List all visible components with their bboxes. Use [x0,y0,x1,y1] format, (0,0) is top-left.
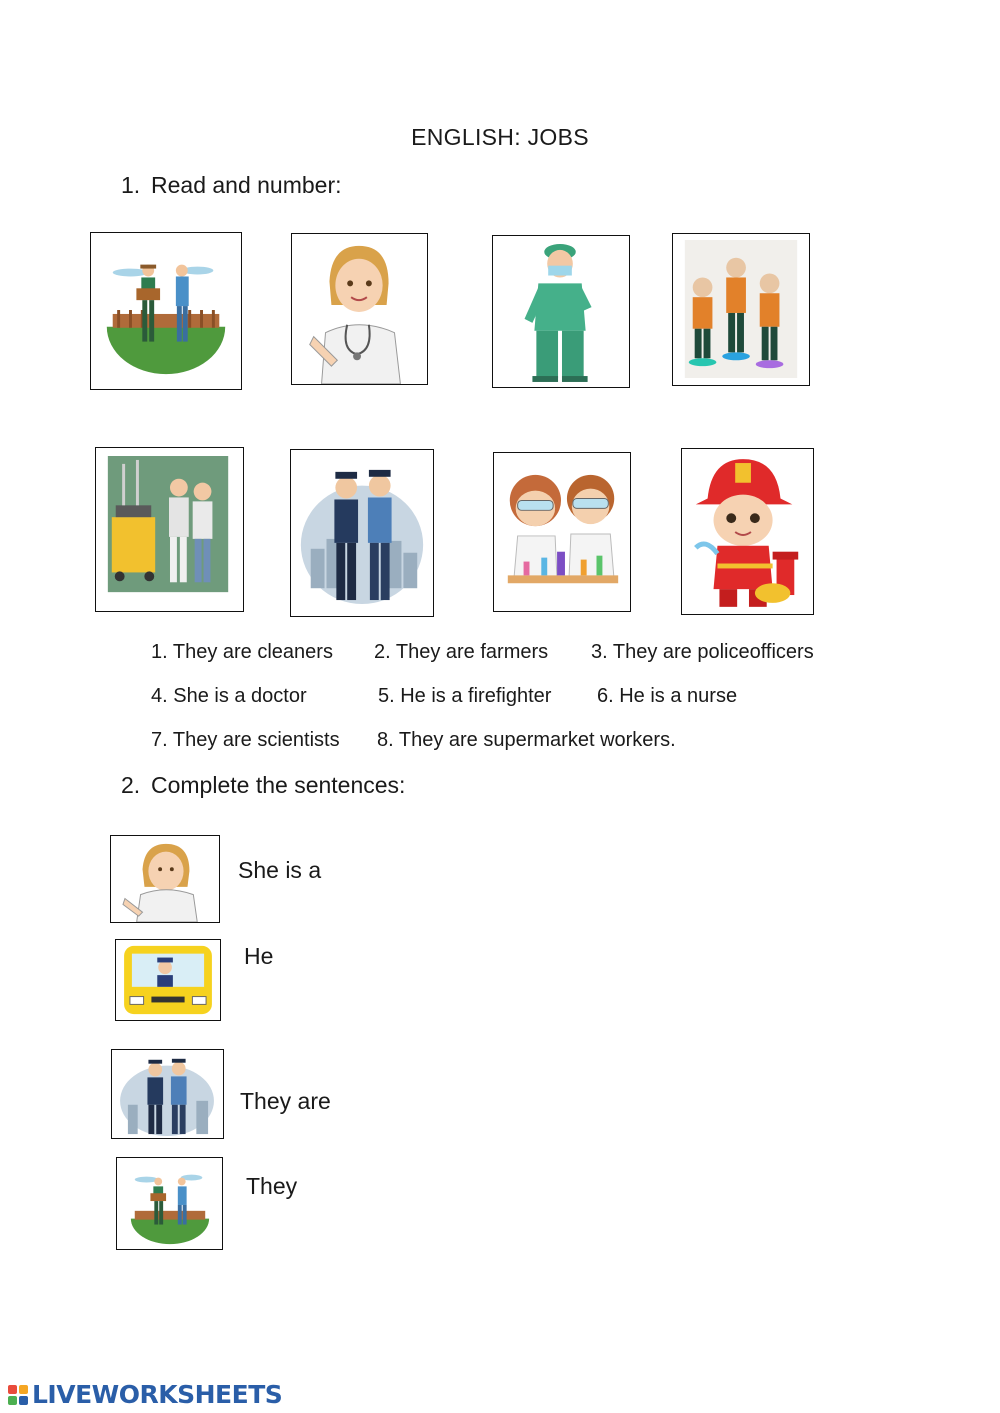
nurse-picture [492,235,630,388]
option-scientists: 7. They are scientists [151,729,340,751]
option-nurse: 6. He is a nurse [597,685,738,707]
sentence-1-doctor-picture [110,835,220,923]
sentence-1-text: She is a [238,857,322,883]
section-2-heading [121,772,405,799]
police-officers-picture [290,449,434,617]
section-1-heading [121,172,342,199]
supermarket-workers-picture [672,233,810,386]
option-supermarket-workers: 8. They are supermarket workers. [377,729,676,751]
option-police-officers: 3. They are policeofficers [591,641,814,663]
sentence-2-text: He [244,943,274,969]
doctor-picture [291,233,428,385]
sentence-3-police-officers-picture [111,1049,224,1139]
option-doctor: 4. She is a doctor [151,685,307,707]
page-title: ENGLISH: JOBS [411,124,589,150]
firefighter-picture [681,448,814,615]
farmers-picture [90,232,242,390]
sentence-4-text: They [246,1173,298,1199]
section-2-number: 2. [121,772,141,798]
liveworksheets-logo[interactable] [8,1380,282,1409]
sentence-4-farmers-picture [116,1157,223,1250]
cleaners-picture [95,447,244,612]
logo-text: LIVEWORKSHEETS [32,1380,283,1409]
section-2-title: Complete the sentences: [151,772,406,798]
scientists-picture [493,452,631,612]
logo-mark-icon [8,1385,28,1405]
sentence-2-bus-driver-picture [115,939,221,1021]
section-1-title: Read and number: [151,172,342,198]
sentence-3-text: They are [240,1088,331,1114]
option-farmers: 2. They are farmers [374,641,549,663]
option-cleaners: 1. They are cleaners [151,641,333,663]
section-1-number: 1. [121,172,141,198]
option-firefighter: 5. He is a firefighter [378,685,552,707]
